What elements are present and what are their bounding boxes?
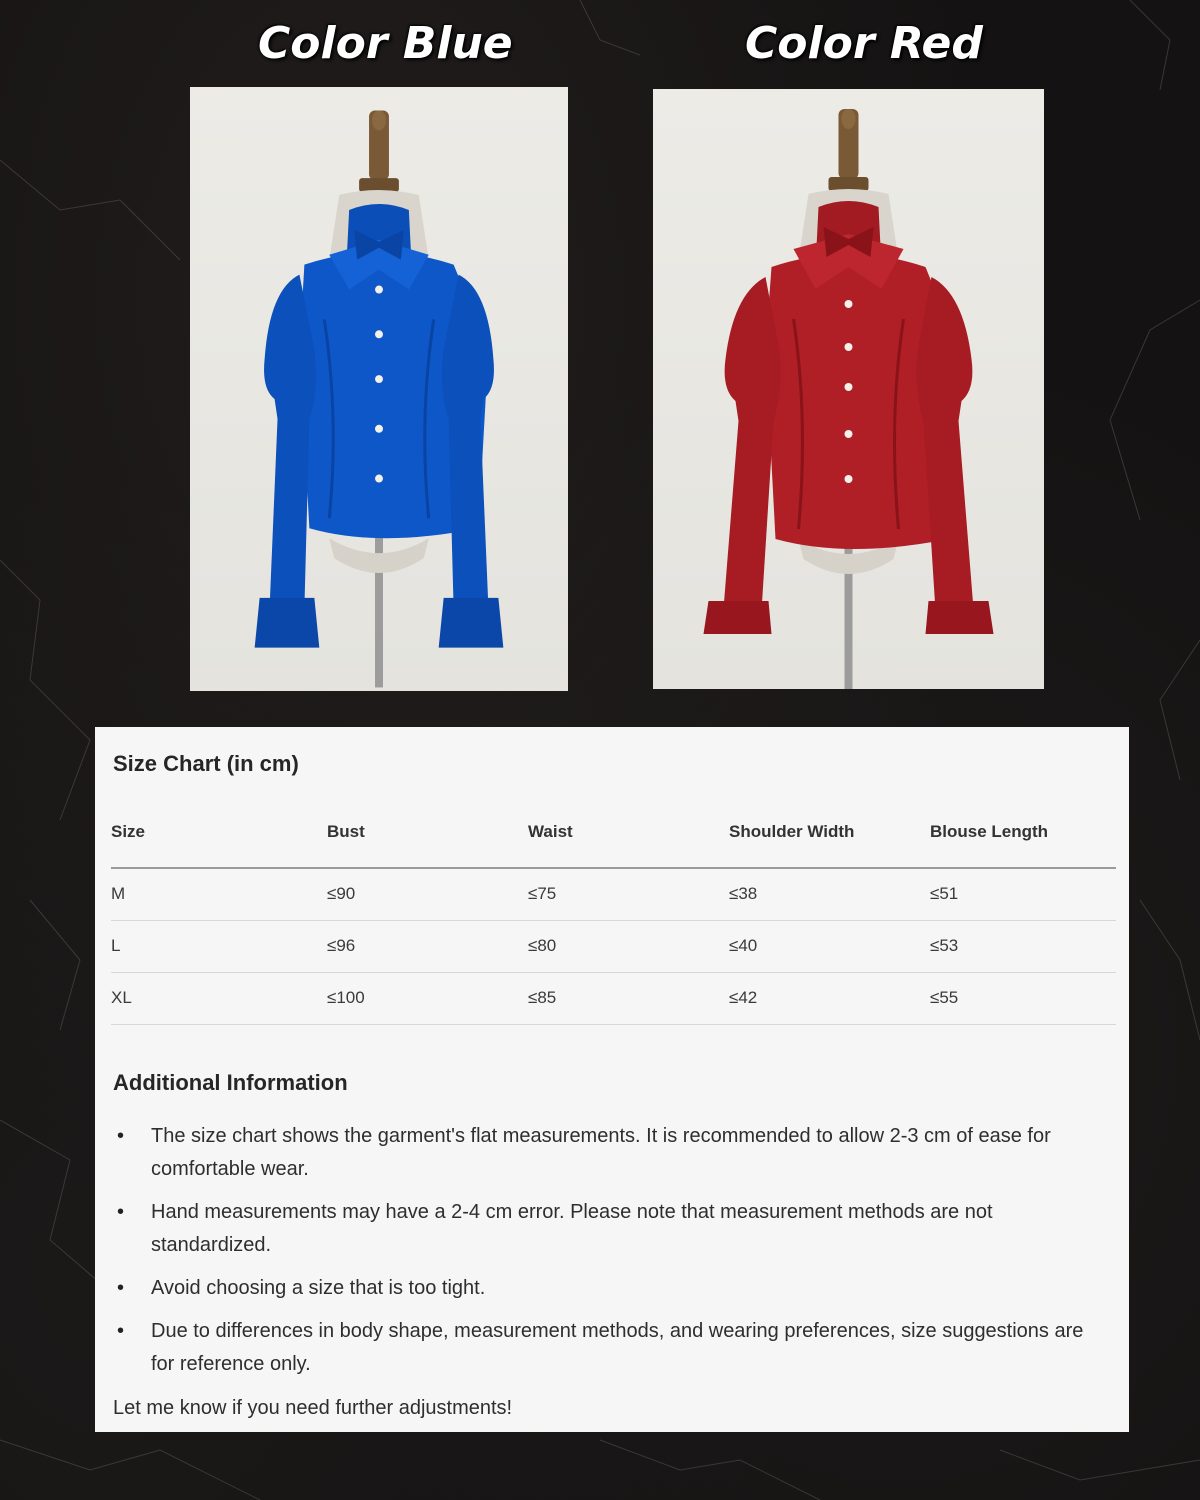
additional-info-list — [113, 1120, 1103, 1391]
cell-bust: ≤100 — [327, 972, 528, 1024]
additional-info-title: Additional Information — [113, 1070, 348, 1095]
cell-size: L — [111, 920, 327, 972]
table-row — [111, 868, 1116, 920]
list-item: • Due to differences in body shape, measurement methods, and wearing preferences, size suggestions are for reference only. — [113, 1315, 1103, 1381]
cell-size: XL — [111, 972, 327, 1024]
table-row — [111, 920, 1116, 972]
list-item: • Hand measurements may have a 2-4 cm error. Please note that measurement methods are not standardized. — [113, 1196, 1103, 1262]
color-red-title: Color Red — [745, 18, 983, 69]
cell-blouse-length: ≤53 — [930, 920, 1116, 972]
cell-blouse-length: ≤55 — [930, 972, 1116, 1024]
size-chart-table — [111, 815, 1116, 1025]
header-bust: Bust — [327, 815, 528, 868]
cell-shoulder-width: ≤38 — [729, 868, 930, 920]
blue-blouse-photo — [190, 87, 568, 691]
closing-note: Let me know if you need further adjustments! — [113, 1397, 513, 1419]
cell-size: M — [111, 868, 327, 920]
blue-blouse-image — [190, 87, 568, 691]
cell-bust: ≤90 — [327, 868, 528, 920]
red-blouse-photo — [653, 89, 1044, 689]
cell-waist: ≤75 — [528, 868, 729, 920]
size-info-panel — [95, 727, 1129, 1432]
cell-waist: ≤85 — [528, 972, 729, 1024]
cell-shoulder-width: ≤42 — [729, 972, 930, 1024]
header-blouse-length: Blouse Length — [930, 815, 1116, 868]
cell-shoulder-width: ≤40 — [729, 920, 930, 972]
table-header-row — [111, 815, 1116, 868]
cell-waist: ≤80 — [528, 920, 729, 972]
header-waist: Waist — [528, 815, 729, 868]
header-shoulder-width: Shoulder Width — [729, 815, 930, 868]
table-row — [111, 972, 1116, 1024]
cell-blouse-length: ≤51 — [930, 868, 1116, 920]
cell-bust: ≤96 — [327, 920, 528, 972]
red-blouse-image — [653, 89, 1044, 689]
list-item: • Avoid choosing a size that is too tight. — [113, 1272, 1103, 1305]
list-item: • The size chart shows the garment's flat measurements. It is recommended to allow 2-3 cm of ease for comfortable wear. — [113, 1120, 1103, 1186]
color-blue-title: Color Blue — [258, 18, 513, 69]
header-size: Size — [111, 815, 327, 868]
size-chart-title: Size Chart (in cm) — [113, 751, 299, 776]
